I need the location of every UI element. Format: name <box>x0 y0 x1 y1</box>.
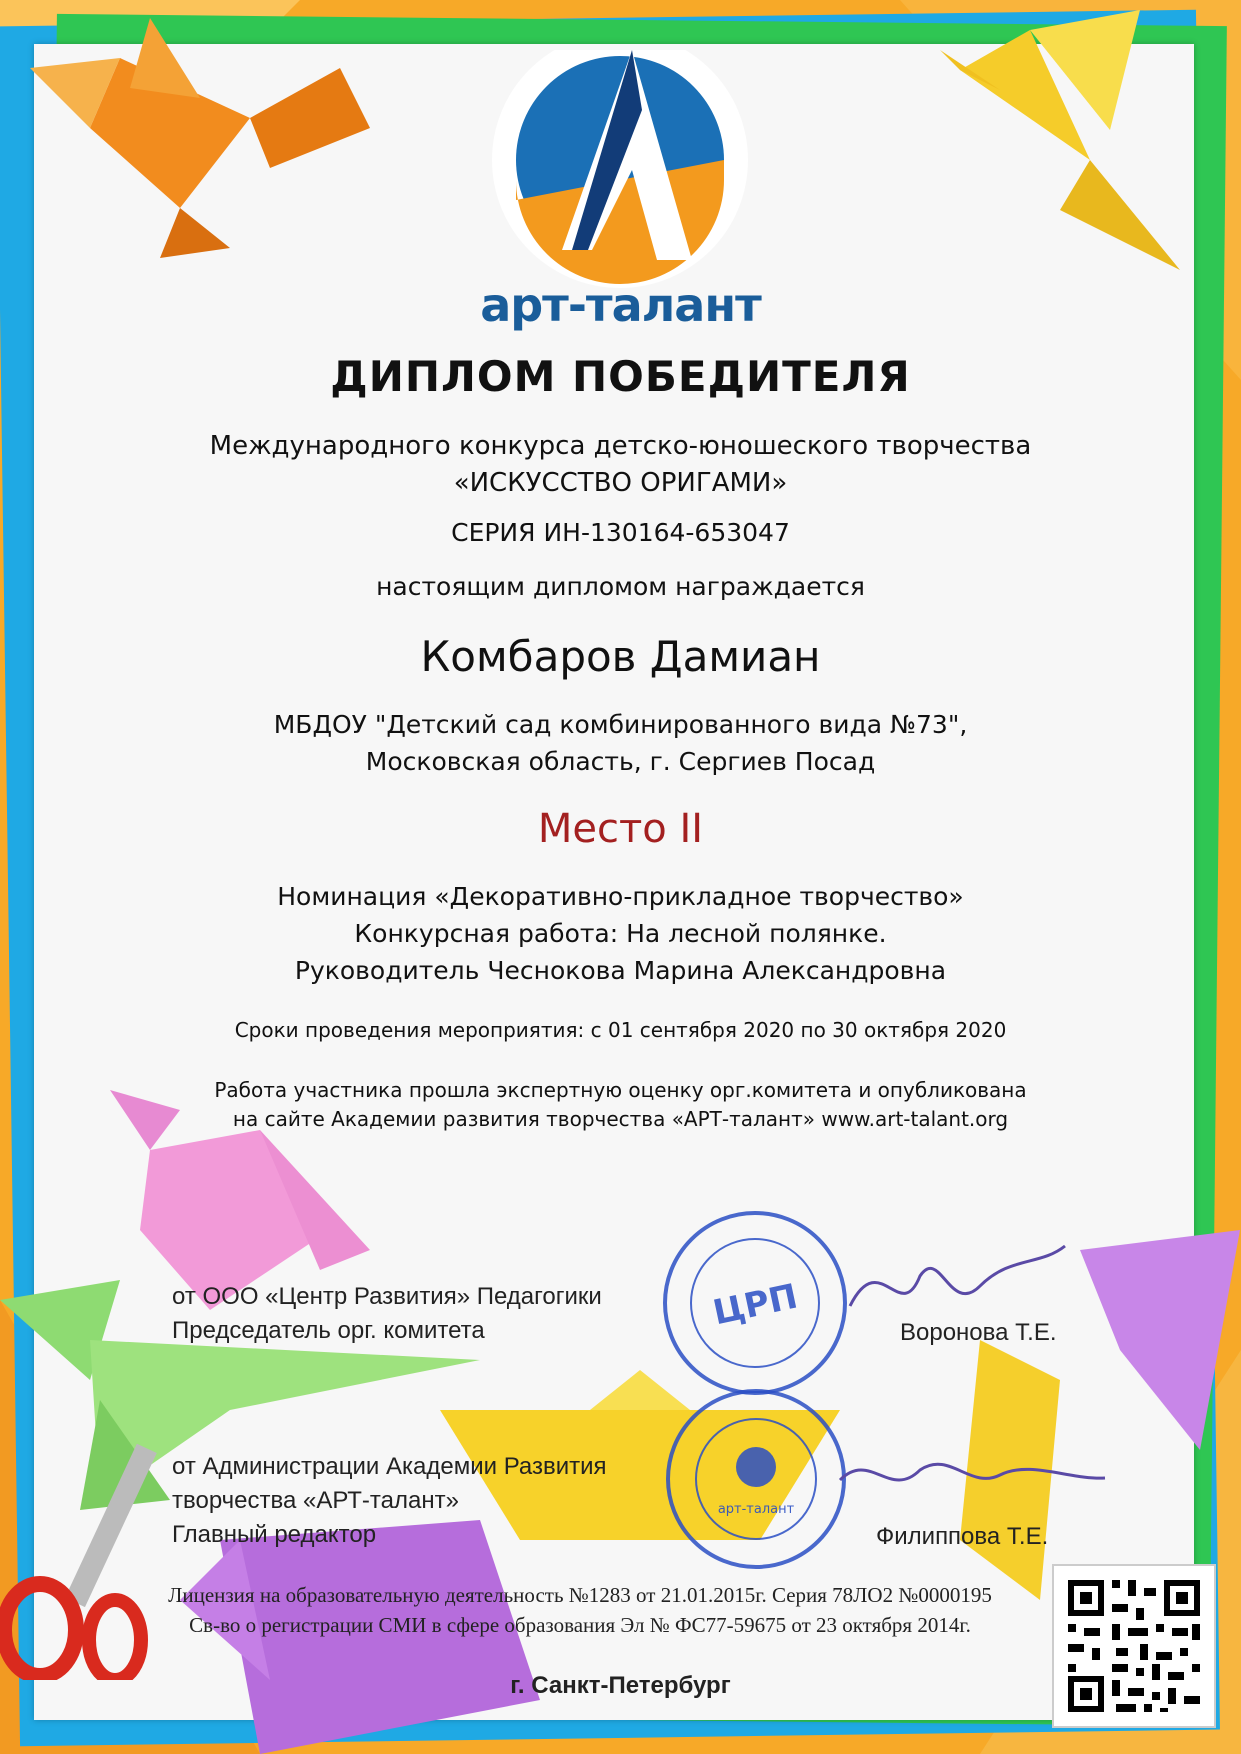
review-line-1: Работа участника прошла экспертную оценку орг.комитета и опубликована <box>214 1078 1027 1102</box>
awarded-text: настоящим дипломом награждается <box>376 572 865 601</box>
review-line-2: на сайте Академии развития творчества «АРТ-талант» www.art-talant.org <box>232 1107 1009 1131</box>
nomination-line-3: Руководитель Чеснокова Марина Александровна <box>294 956 947 985</box>
art-talant-stamp-icon <box>662 1385 850 1573</box>
signature-1-name: Воронова Т.Е. <box>900 1319 1057 1346</box>
signature-block-1 <box>172 1280 602 1348</box>
city: г. Санкт-Петербург <box>510 1672 731 1699</box>
institution <box>0 706 1241 780</box>
logo-text: арт-талант <box>480 278 761 332</box>
series-number: СЕРИЯ ИН-130164-653047 <box>451 518 790 547</box>
contest-name <box>0 428 1241 502</box>
scissors-icon <box>0 1440 190 1680</box>
event-dates: Сроки проведения мероприятия: с 01 сентября 2020 по 30 октября 2020 <box>234 1018 1007 1042</box>
signature-filippova-icon <box>830 1440 1110 1520</box>
art-talant-logo-icon <box>492 50 748 290</box>
nomination-line-1: Номинация «Декоративно-прикладное творчество» <box>277 882 964 911</box>
license-info <box>0 1580 1160 1640</box>
origami-crane-icon <box>940 10 1200 280</box>
institution-line-1: МБДОУ "Детский сад комбинированного вида №73", <box>273 710 968 739</box>
art-talant-stamp-text: арт-талант <box>717 1502 795 1517</box>
contest-line-1: Международного конкурса детско-юношеского творчества <box>209 431 1032 461</box>
signature-2-name: Филиппова Т.Е. <box>876 1523 1049 1550</box>
license-line-2: Св-во о регистрации СМИ в сфере образования Эл № ФС77-59675 от 23 октября 2014г. <box>189 1613 971 1637</box>
crp-stamp-icon <box>660 1208 850 1398</box>
review-note <box>0 1076 1241 1134</box>
origami-dragon-icon <box>10 8 430 268</box>
qr-code[interactable] <box>1052 1564 1216 1728</box>
diploma-title: ДИПЛОМ ПОБЕДИТЕЛЯ <box>330 352 911 401</box>
qr-code-icon <box>1054 1566 1214 1726</box>
crp-stamp-text: ЦРП <box>709 1276 802 1334</box>
license-line-1: Лицензия на образовательную деятельность №1283 от 21.01.2015г. Серия 78ЛО2 №0000195 <box>168 1583 992 1607</box>
signature-2-line-2: творчества «АРТ-талант» <box>172 1487 459 1514</box>
signature-2-line-1: от Администрации Академии Развития <box>172 1453 607 1480</box>
signature-1-line-2: Председатель орг. комитета <box>172 1317 485 1344</box>
nomination <box>0 878 1241 989</box>
signature-1-line-1: от ООО «Центр Развития» Педагогики <box>172 1283 602 1310</box>
signature-block-2 <box>172 1450 607 1552</box>
institution-line-2: Московская область, г. Сергиев Посад <box>365 747 876 776</box>
place-award: Место II <box>537 806 704 852</box>
nomination-line-2: Конкурсная работа: На лесной полянке. <box>354 919 887 948</box>
contest-line-2: «ИСКУССТВО ОРИГАМИ» <box>453 468 788 498</box>
recipient-name: Комбаров Дамиан <box>420 632 821 681</box>
signature-2-line-3: Главный редактор <box>172 1521 377 1548</box>
